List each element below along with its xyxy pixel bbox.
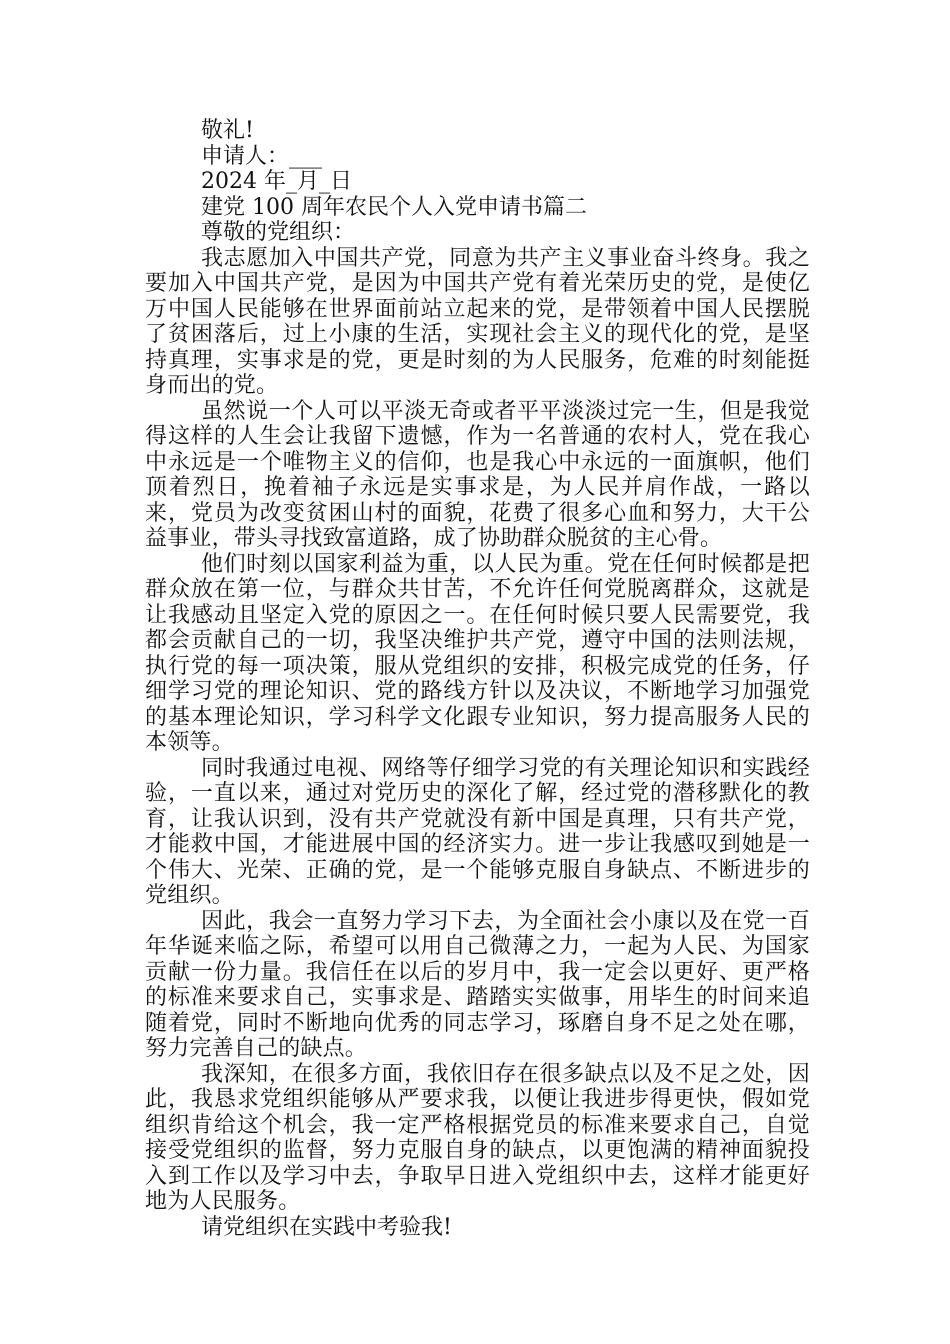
body-paragraph: 虽然说一个人可以平淡无奇或者平平淡淡过完一生，但是我觉得这样的人生会让我留下遗憾，作为一名普通的农村人，党在我心中永远是一个唯物主义的信仰，也是我心中永远的一面旗帜，他们顶着烈日，挽着袖子永远是实事求是，为人民并肩作战，一路以来，党员为改变贫困山村的面貌，花费了很多心血和努力，大干公益事业，带头寻找致富道路，成了协助群众脱贫的主心骨。 [145,398,810,551]
date-line: 2024 年_月_日 [201,169,352,194]
body-paragraph: 同时我通过电视、网络等仔细学习党的有关理论知识和实践经验，一直以来，通过对党历史的深化了解，经过党的潜移默化的教育，让我认识到，没有共产党就没有新中国是真理，只有共产党，才能救中国，才能进展中国的经济实力。进一步让我感叹到她是一个伟大、光荣、正确的党，是一个能够克服自身缺点、不断进步的党组织。 [145,755,810,908]
document-body [145,118,810,1240]
body-paragraph: 我深知，在很多方面，我依旧存在很多缺点以及不足之处，因此，我恳求党组织能够从严要求我，以便让我进步得更快，假如党组织肯给这个机会，我一定严格根据党员的标准来要求自己，自觉接受党组织的监督，努力克服自身的缺点，以更饱满的精神面貌投入到工作以及学习中去，争取早日进入党组织中去，这样才能更好地为人民服务。 [145,1061,810,1214]
closing-line: 请党组织在实践中考验我! [201,1214,452,1240]
body-paragraph: 因此，我会一直努力学习下去，为全面社会小康以及在党一百年华诞来临之际，希望可以用自己微薄之力，一起为人民、为国家贡献一份力量。我信任在以后的岁月中，我一定会以更好、更严格的标准来要求自己，实事求是、踏踏实实做事，用毕生的时间来追随着党，同时不断地向优秀的同志学习，琢磨自身不足之处在哪，努力完善自己的缺点。 [145,908,810,1061]
body-paragraph: 他们时刻以国家利益为重，以人民为重。党在任何时候都是把群众放在第一位，与群众共甘苦，不允许任何党脱离群众，这就是让我感动且坚定入党的原因之一。在任何时候只要人民需要党，我都会贡献自己的一切，我坚决维护共产党，遵守中国的法则法规，执行党的每一项决策，服从党组织的安排，积极完成党的任务，仔细学习党的理论知识、党的路线方针以及决议，不断地学习加强党的基本理论知识，学习科学文化跟专业知识，努力提高服务人民的本领等。 [145,551,810,755]
applicant-line: 申请人：___ [201,143,323,169]
salutation-closing: 敬礼! [201,118,254,143]
body-paragraph: 我志愿加入中国共产党，同意为共产主义事业奋斗终身。我之要加入中国共产党，是因为中国共产党有着光荣历史的党，是使亿万中国人民能够在世界面前站立起来的党，是带领着中国人民摆脱了贫困落后，过上小康的生活，实现社会主义的现代化的党，是坚持真理，实事求是的党，更是时刻的为人民服务，危难的时刻能挺身而出的党。 [145,245,810,398]
greeting-line: 尊敬的党组织： [201,220,356,245]
section-title: 建党 100 周年农民个人入党申请书篇二 [201,194,587,220]
